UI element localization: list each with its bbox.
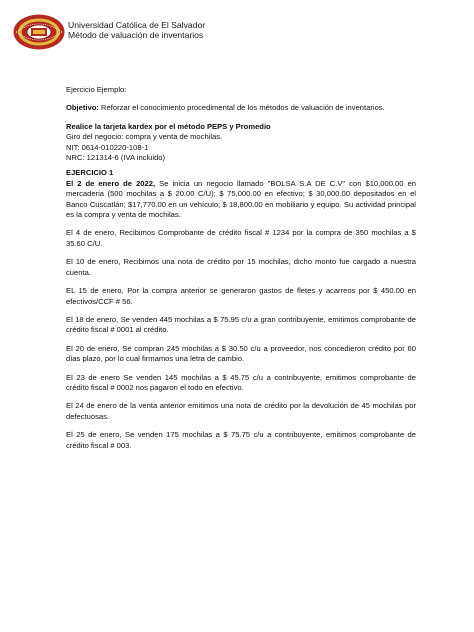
paragraph-5: El 18 de enero, Se venden 445 mochilas a $ 75.95 c/u a gran contribuyente, emitimos comprobante de crédito fiscal # 0001 al crédito.: [66, 314, 416, 335]
paragraph-4: EL 15 de enero, Por la compra anterior se generaron gastos de fletes y acarreos por $ 450.00 en efectivos/CCF # 56.: [66, 286, 416, 306]
nrc: NRC: 121314-6 (IVA incluido): [66, 153, 166, 163]
objective-label: Objetivo:: [66, 103, 99, 113]
paragraph-1-date: El 2 de enero de 2022,: [66, 178, 156, 188]
exercise-title: EJERCICIO 1: [66, 168, 114, 178]
exercise-heading: Ejercicio Ejemplo:: [66, 85, 127, 94]
paragraph-2: El 4 de enero, Recibimos Comprobante de crédito fiscal # 1234 por la compra de 350 mochilas a $ 35.60 C/U.: [66, 228, 416, 248]
paragraph-7: El 23 de enero Se venden 145 mochilas a $ 45.75 c/u a contribuyente, emitimos comprobante de crédito fiscal # 0002 nos pagaron el todo en efectivo.: [66, 372, 416, 392]
objective: [66, 103, 416, 113]
nit: NIT: 0614-010220-108-1: [66, 142, 149, 152]
university-logo: [12, 13, 66, 51]
business-line: Giro del negocio: compra y venta de mochilas.: [66, 132, 223, 142]
document-body: [66, 85, 416, 451]
paragraph-1: [66, 179, 416, 221]
paragraph-3: El 10 de enero, Recibimos una nota de crédito por 15 mochilas, dicho monto fue cargado a nuestra cuenta.: [66, 257, 416, 277]
objective-text: Reforzar el conocimiento procedimental de los métodos de valuación de inventarios.: [101, 103, 385, 113]
paragraph-8: El 24 de enero de la venta anterior emitimos una nota de crédito por la devolución de 45 mochilas por defectuosas.: [66, 401, 416, 421]
paragraph-9: El 25 de enero, Se venden 175 mochilas a $ 75.75 c/u a contribuyente, emitimos comprobante de crédito fiscal # 003.: [66, 430, 416, 450]
paragraph-6: El 20 de enero, Se compran 245 mochilas a $ 30.50 c/u a proveedor, nos concedieron crédito por 60 días plazo, por lo cual firmamos una letra de cambio.: [66, 343, 416, 364]
document-header: [68, 20, 205, 40]
paragraph-1-text: Se inicia un negocio llamado "BOLSA S.A DE C.V" con $10,000.00 en mercaderia (500 mochilas a $ 20.00 C/U); $ 75,000.00 en efectivo; $ 30,000.00 depositados en el Banco Cuscatlán; $17,770.00 en un vehículo; $ 18,800.00 en mobiliario y equipo. Su actividad principal es la compra y venta de mochilas.: [66, 178, 416, 220]
task-statement: Realice la tarjeta kardex por el método PEPS y Promedio: [66, 121, 271, 131]
university-name: Universidad Católica de El Salvador: [68, 20, 206, 30]
document-subtitle: Método de valuación de inventarios: [68, 30, 204, 40]
